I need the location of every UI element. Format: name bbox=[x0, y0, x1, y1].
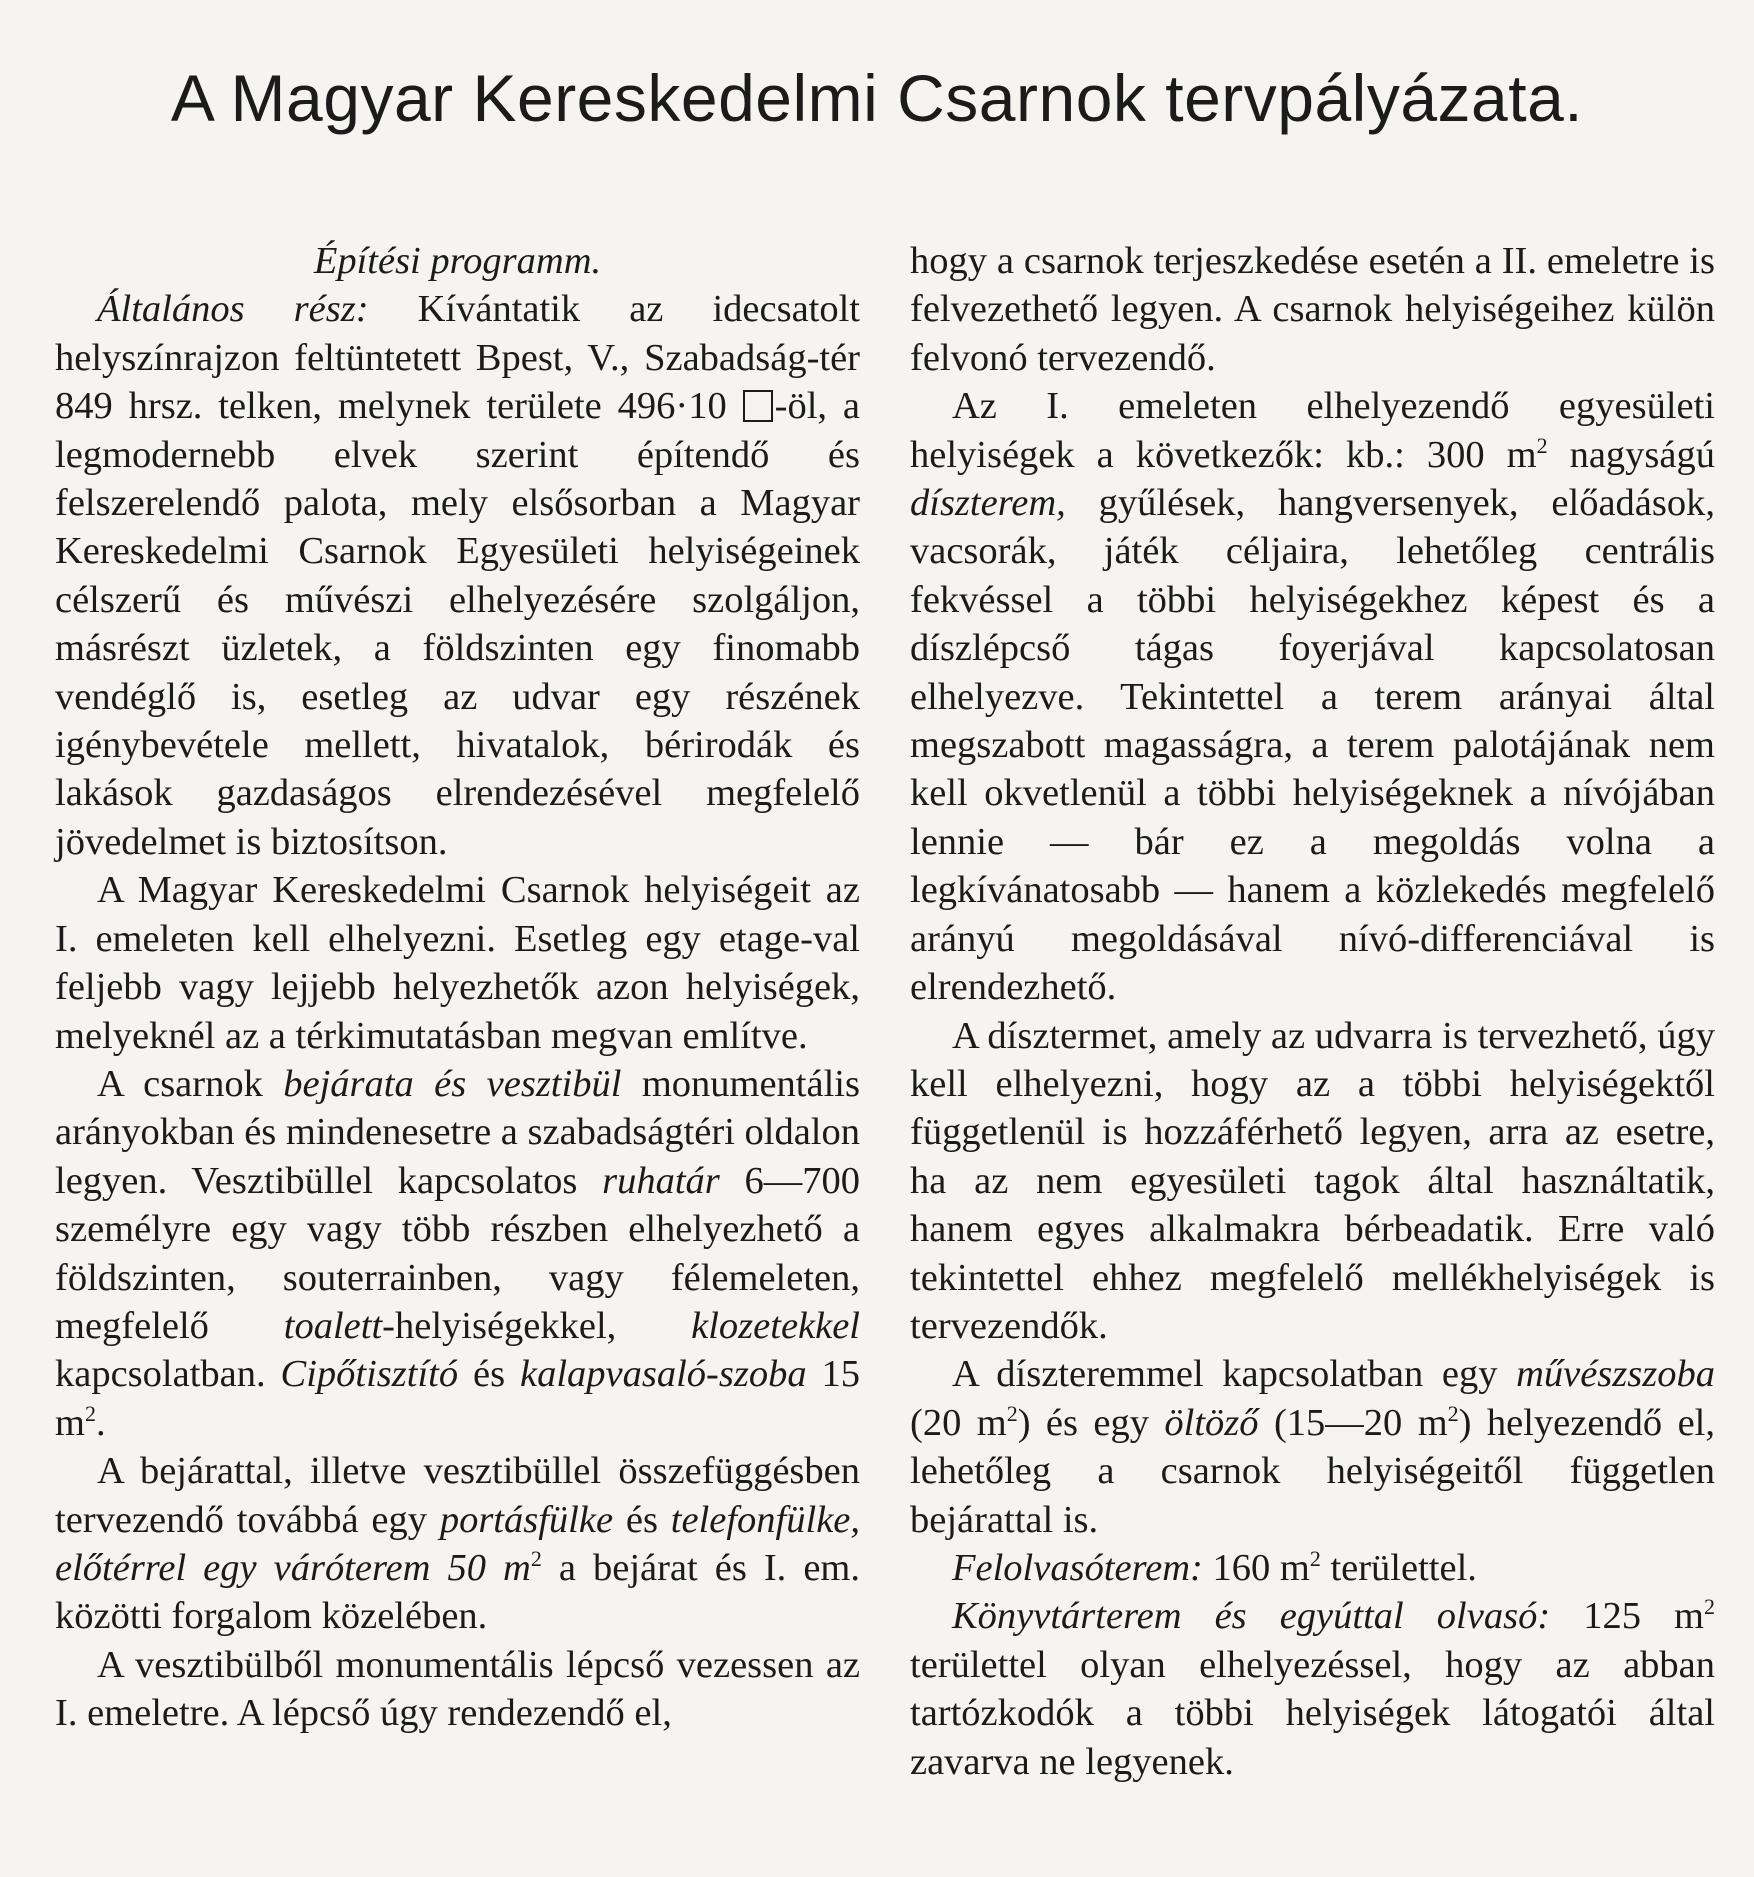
section-heading: Építési programm. bbox=[313, 240, 602, 282]
left-column bbox=[55, 237, 860, 1738]
paragraph-library: Könyvtárterem és egyúttal olvasó: 125 $m^2$ területtel olyan elhelyezéssel, hogy az abban tartózkodók a többi helyiségek látogatói által zavarva ne legyenek. bbox=[910, 1594, 1715, 1783]
right-column bbox=[910, 237, 1715, 1786]
paragraph-continuation: hogy a csarnok terjeszkedése esetén a II. emeletre is felvezethető legyen. A csarnok helyiségeihez külön felvonó tervezendő. bbox=[910, 240, 1715, 379]
paragraph-porter: A bejárattal, illetve vesztibüllel összefüggésben tervezendő továbbá egy portásfülke és telefonfülke, előtérrel egy váróterem 50 $m^2$ a bejárat és I. em. közötti forgalom közelében. bbox=[55, 1450, 861, 1638]
paragraph-artist-room: A díszteremmel kapcsolatban egy művészszoba (20 $m^2$) és egy öltöző (15—20 $m^2$) helyezendő el, lehetőleg a csarnok helyiségeitől független bejárattal is. bbox=[910, 1353, 1715, 1541]
paragraph-reading-hall: Felolvasóterem: 160 $m^2$ területtel. bbox=[952, 1545, 1477, 1589]
paragraph-general: Általános rész: Kívántatik az idecsatolt helyszínrajzon feltüntetett Bpest, V., Szabadság-tér 849 hrsz. telken, melynek területe 496·10 -öl, a legmodernebb elvek szerint építendő és felszerelendő palota, mely elsősorban a Magyar Kereskedelmi Csarnok Egyesületi helyiségeinek célszerű és művészi elhelyezésére szolgáljon, másrészt üzletek, a földszinten egy finomabb vendéglő is, esetleg az udvar egy részének igénybevétele mellett, hivatalok, bérirodák és lakások gazdaságos elrendezésével megfelelő jövedelmet is biztosítson. bbox=[55, 288, 860, 863]
paragraph-first-floor: A Magyar Kereskedelmi Csarnok helyiségeit az I. emeleten kell elhelyezni. Esetleg egy etage-val feljebb vagy lejjebb helyezhetők azon helyiségek, melyeknél az a térkimutatásban megvan említve. bbox=[55, 869, 860, 1057]
square-unit-icon bbox=[743, 390, 773, 422]
paragraph-ceremonial-hall: A dísztermet, amely az udvarra is tervezhető, úgy kell elhelyezni, hogy az a többi helyiségektől függetlenül is hozzáférhető legyen, arra az esetre, ha az nem egyesületi tagok által használtatik, hanem egyes alkalmakra bérbeadatik. Erre való tekintettel ehhez megfelelő mellékhelyiségek is tervezendők. bbox=[910, 1014, 1715, 1347]
page-title: A Magyar Kereskedelmi Csarnok tervpályázata. bbox=[170, 61, 1584, 135]
paragraph-staircase: A vesztibülből monumentális lépcső vezessen az I. emeletre. A lépcső úgy rendezendő el, bbox=[55, 1643, 860, 1735]
paragraph-entrance: A csarnok bejárata és vesztibül monumentális arányokban és mindenesetre a szabadságtéri oldalon legyen. Vesztibüllel kapcsolatos ruhatár 6—700 személyre egy vagy több részben elhelyezhető a földszinten, souterrainben, vagy félemeleten, megfelelő toalett-helyiségekkel, klozetekkel kapcsolatban. Cipőtisztító és kalapvasaló-szoba 15 $m^2$. bbox=[55, 1062, 861, 1444]
paragraph-association-rooms: Az I. emeleten elhelyezendő egyesületi helyiségek a következők: kb.: 300 $m^2$ nagyságú díszterem, gyűlések, hangversenyek, előadások, vacsorák, játék céljaira, lehetőleg centrális fekvéssel a többi helyiségekhez képest és a díszlépcső tágas foyerjával kapcsolatosan elhelyezve. Tekintettel a terem arányai által megszabott magasságra, a terem palotájának nem kell okvetlenül a többi helyiségeknek a nívójában lennie — bár ez a megoldás volna a legkívánatosabb — hanem a közlekedés megfelelő arányú megoldásával nívó-differenciával is elrendezhető. bbox=[910, 385, 1716, 1009]
